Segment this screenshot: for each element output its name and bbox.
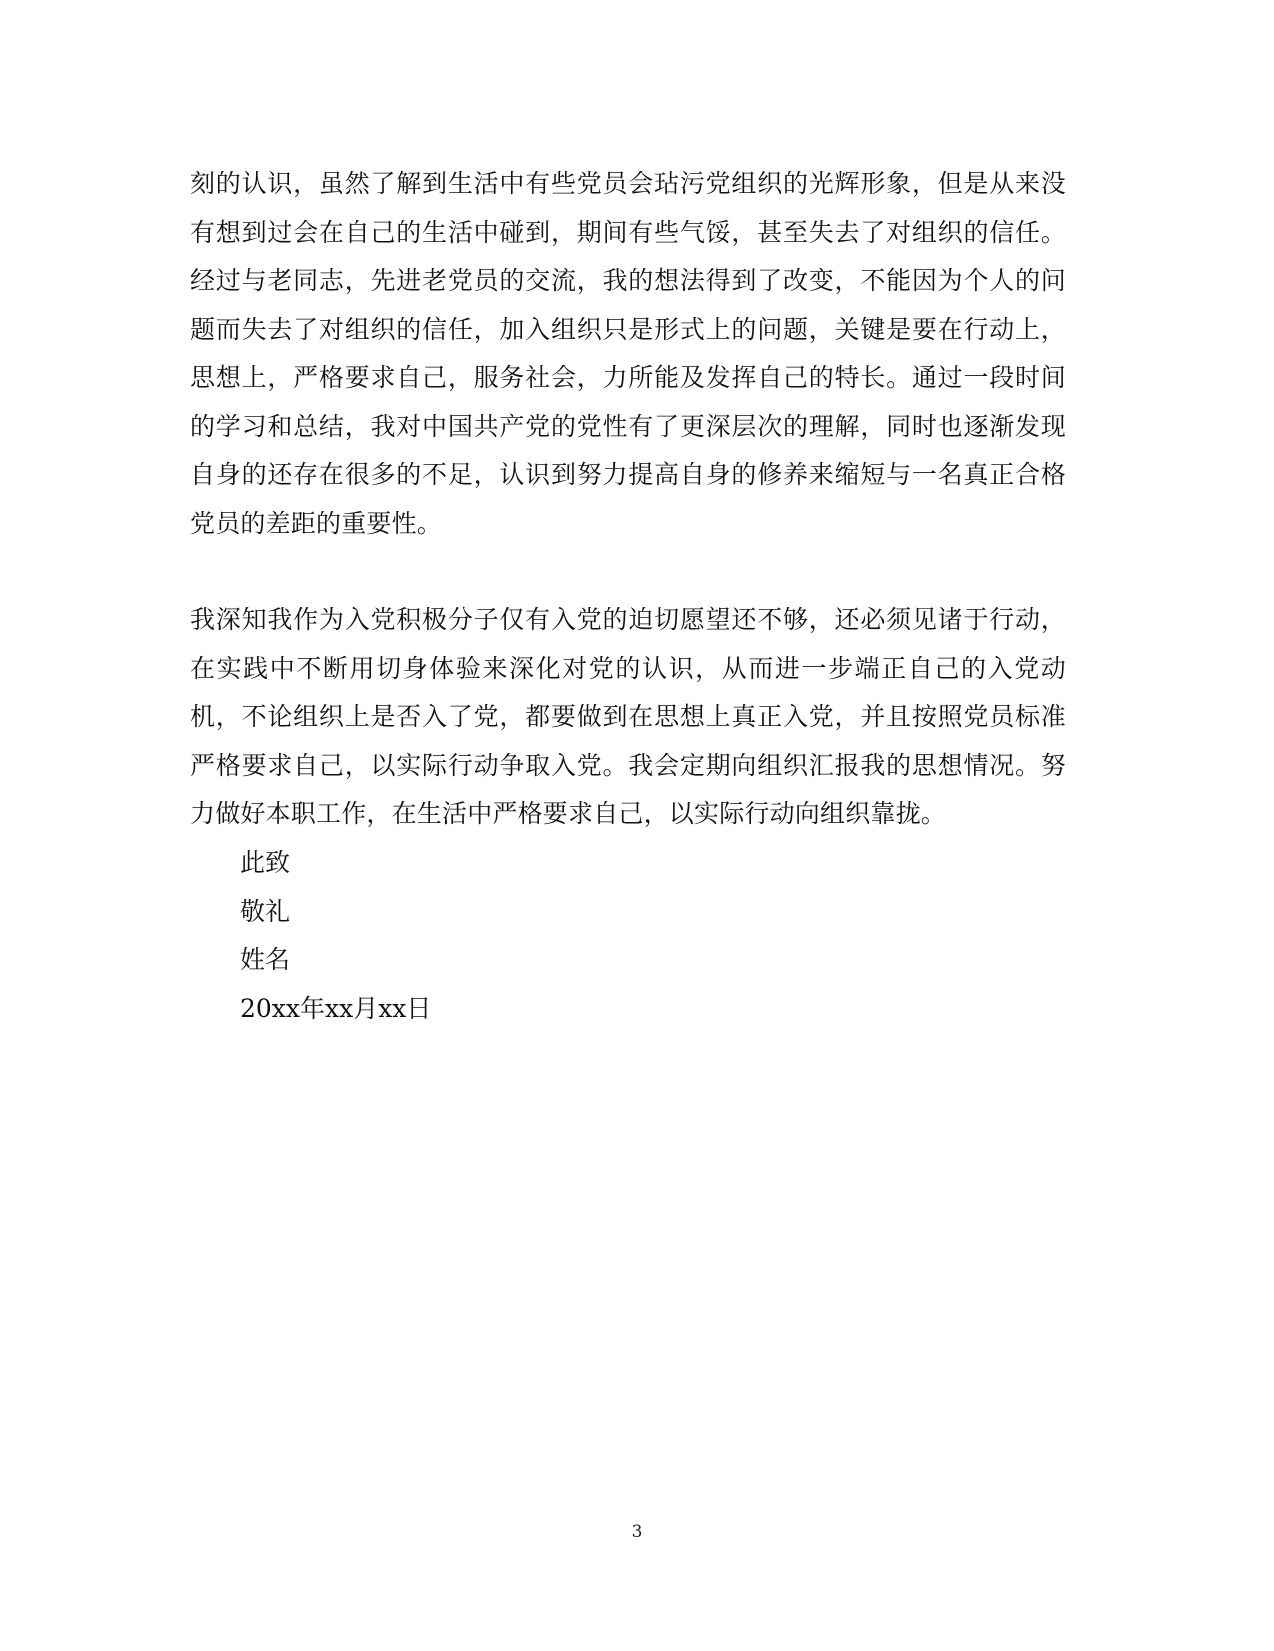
letter-closing	[240, 839, 431, 1033]
paragraph-spacer	[190, 548, 1066, 596]
closing-respect: 敬礼	[240, 896, 291, 926]
page-number: 3	[631, 1522, 643, 1542]
paragraph-2: 我深知我作为入党积极分子仅有入党的迫切愿望还不够，还必须见诸于行动，在实践中不断用切身体验来深化对党的认识，从而进一步端正自己的入党动机，不论组织上是否入了党，都要做到在思想上真正入党，并且按照党员标准严格要求自己，以实际行动争取入党。我会定期向组织汇报我的思想情况。努力做好本职工作，在生活中严格要求自己，以实际行动向组织靠拢。	[190, 605, 1066, 828]
signature-name: 姓名	[240, 945, 291, 974]
document-body	[190, 160, 1066, 839]
signature-date: 20xx年xx月xx日	[240, 993, 432, 1023]
paragraph-1: 刻的认识，虽然了解到生活中有些党员会玷污党组织的光辉形象，但是从来没有想到过会在自己的生活中碰到，期间有些气馁，甚至失去了对组织的信任。经过与老同志，先进老党员的交流，我的想法得到了改变，不能因为个人的问题而失去了对组织的信任，加入组织只是形式上的问题，关键是要在行动上，思想上，严格要求自己，服务社会，力所能及发挥自己的特长。通过一段时间的学习和总结，我对中国共产党的党性有了更深层次的理解，同时也逐渐发现自身的还存在很多的不足，认识到努力提高自身的修养来缩短与一名真正合格党员的差距的重要性。	[190, 169, 1066, 538]
closing-salutation: 此致	[240, 848, 291, 877]
